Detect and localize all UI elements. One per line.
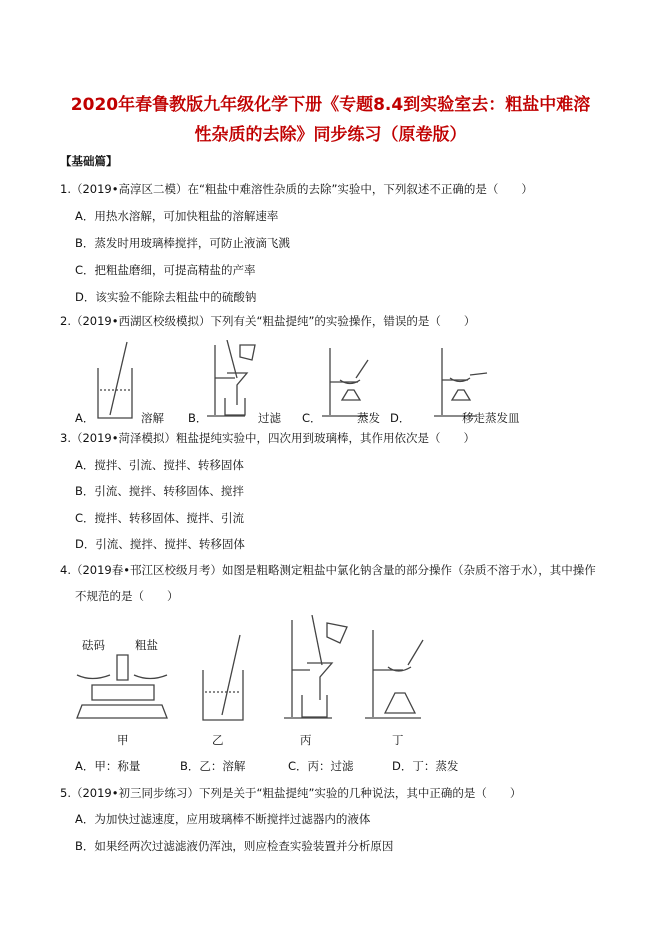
q4-label-salt: 粗盐 [135, 638, 158, 652]
q3-stem: 3.（2019•菏泽模拟）粗盐提纯实验中，四次用到玻璃棒，其作用依次是（ ） [60, 431, 476, 445]
q1-option-b: B．蒸发时用玻璃棒搅拌，可防止液滴飞溅 [75, 236, 290, 250]
q2-figure-remove-dish [432, 345, 492, 420]
q4-label-weights: 砝码 [82, 638, 105, 652]
q5-option-a: A．为加快过滤速度，应用玻璃棒不断搅拌过滤器内的液体 [75, 812, 371, 826]
q2-option-a-letter: A． [75, 411, 95, 425]
q3-option-c: C．搅拌、转移固体、搅拌、引流 [75, 511, 245, 525]
q4-option-d: D．丁：蒸发 [392, 759, 459, 773]
q4-caption-bing: 丙 [300, 733, 312, 747]
q4-figure-evaporate [363, 625, 428, 725]
q3-option-a: A．搅拌、引流、搅拌、转移固体 [75, 458, 244, 472]
q3-option-d: D．引流、搅拌、搅拌、转移固体 [75, 537, 245, 551]
q1-option-a: A．用热水溶解，可加快粗盐的溶解速率 [75, 209, 279, 223]
q2-stem: 2.（2019•西湖区校级模拟）下列有关“粗盐提纯”的实验操作，错误的是（ ） [60, 314, 476, 328]
title-line-2: 性杂质的去除》同步练习（原卷版） [194, 125, 467, 145]
q4-stem-line-2: 不规范的是（ ） [75, 589, 179, 603]
q2-option-c-letter: C． [302, 411, 322, 425]
q4-stem-line-1: 4.（2019春•邗江区校级月考）如图是粗略测定粗盐中氯化钠含量的部分操作（杂质不溶于水），其中操作 [60, 563, 596, 577]
q4-option-a: A．甲：称量 [75, 759, 141, 773]
q4-caption-jia: 甲 [117, 733, 129, 747]
q4-figure-balance [72, 650, 172, 722]
q1-option-c: C．把粗盐磨细，可提高精盐的产率 [75, 263, 256, 277]
q4-caption-ding: 丁 [392, 733, 404, 747]
q4-option-b: B．乙：溶解 [180, 759, 246, 773]
q2-option-b-letter: B． [188, 411, 208, 425]
q2-figure-filter [205, 340, 265, 420]
q1-option-d: D．该实验不能除去粗盐中的硫酸钠 [75, 290, 257, 304]
q2-option-c-label: 蒸发 [357, 411, 380, 425]
q4-caption-yi: 乙 [212, 733, 224, 747]
q5-stem: 5.（2019•初三同步练习）下列是关于“粗盐提纯”实验的几种说法，其中正确的是（ ） [60, 786, 522, 800]
q2-option-d-letter: D． [390, 411, 411, 425]
q2-figure-dissolve [95, 340, 140, 420]
q1-stem: 1.（2019•高淳区二模）在“粗盐中难溶性杂质的去除”实验中，下列叙述不正确的是（ ） [60, 182, 533, 196]
q4-option-c: C．丙：过滤 [288, 759, 354, 773]
q4-figure-filter [282, 615, 357, 725]
q4-figure-dissolve [200, 630, 255, 725]
q2-option-d-label: 移走蒸发皿 [462, 411, 520, 425]
q3-option-b: B．引流、搅拌、转移固体、搅拌 [75, 484, 244, 498]
q2-option-a-label: 溶解 [141, 411, 164, 425]
q5-option-b: B．如果经两次过滤滤液仍浑浊，则应检查实验装置并分析原因 [75, 839, 394, 853]
section-heading: 【基础篇】 [60, 154, 118, 168]
q2-option-b-label: 过滤 [258, 411, 281, 425]
title-line-1: 2020年春鲁教版九年级化学下册《专题8.4到实验室去：粗盐中难溶 [70, 95, 591, 115]
q2-figure-evaporate [320, 345, 380, 420]
